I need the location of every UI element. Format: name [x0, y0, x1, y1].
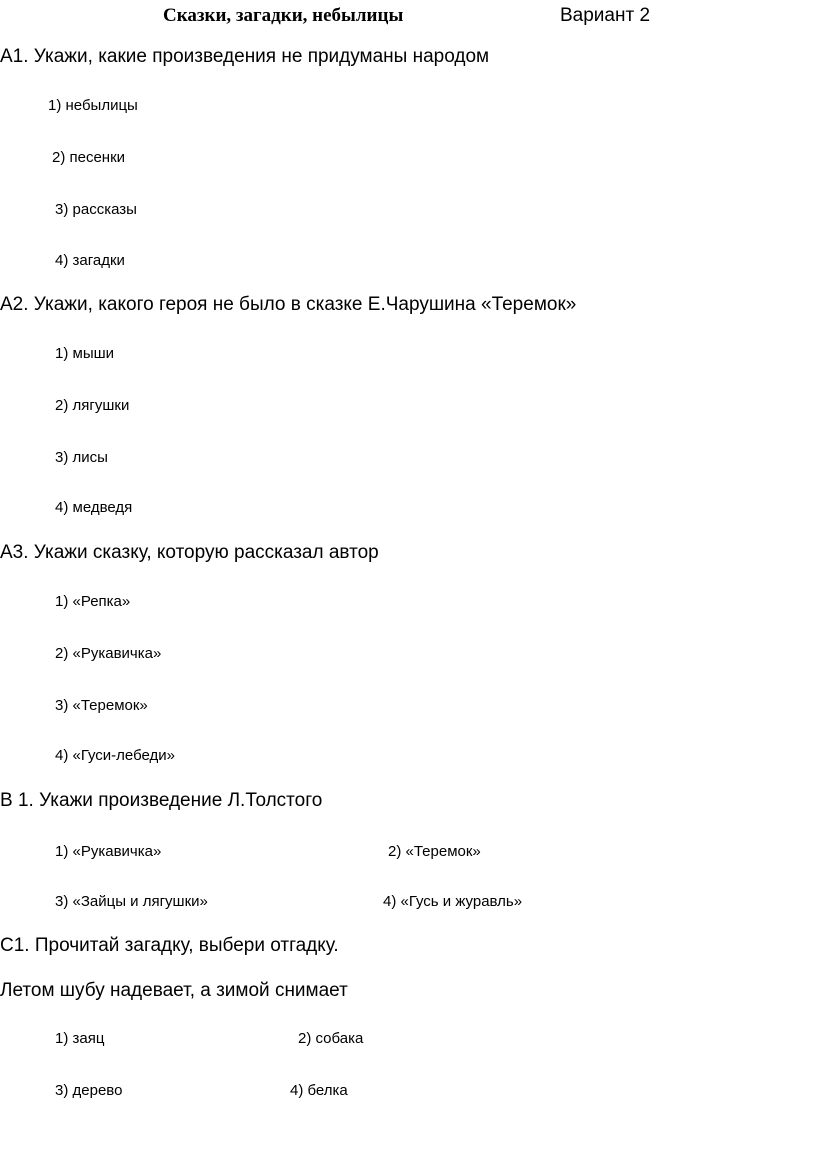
riddle-text: Летом шубу надевает, а зимой снимает [0, 980, 348, 1001]
option-a1-2: 2) песенки [52, 149, 126, 166]
option-a3-2: 2) «Рукавичка» [55, 645, 162, 662]
option-a1-1: 1) небылицы [48, 97, 138, 114]
option-b1-4: 4) «Гусь и журавль» [383, 893, 523, 910]
option-a2-4: 4) медведя [55, 499, 133, 516]
option-a2-2: 2) лягушки [55, 397, 130, 414]
document-title: Сказки, загадки, небылицы [163, 5, 404, 26]
option-a2-1: 1) мыши [55, 345, 115, 362]
option-c1-2: 2) собака [298, 1030, 364, 1047]
question-b1: В 1. Укажи произведение Л.Толстого [0, 790, 323, 811]
option-c1-3: 3) дерево [55, 1082, 123, 1099]
option-a1-4: 4) загадки [55, 252, 125, 269]
question-a1: А1. Укажи, какие произведения не придуманы народом [0, 46, 490, 67]
option-a3-3: 3) «Теремок» [55, 697, 148, 714]
option-b1-2: 2) «Теремок» [388, 843, 481, 860]
option-b1-1: 1) «Рукавичка» [55, 843, 162, 860]
option-b1-3: 3) «Зайцы и лягушки» [55, 893, 208, 910]
option-c1-1: 1) заяц [55, 1030, 105, 1047]
question-a3: А3. Укажи сказку, которую рассказал автор [0, 542, 379, 563]
option-c1-4: 4) белка [290, 1082, 348, 1099]
option-a1-3: 3) рассказы [55, 201, 137, 218]
variant-label: Вариант 2 [560, 5, 651, 26]
option-a3-4: 4) «Гуси-лебеди» [55, 747, 176, 764]
question-c1: С1. Прочитай загадку, выбери отгадку. [0, 935, 339, 956]
option-a2-3: 3) лисы [55, 449, 108, 466]
question-a2: А2. Укажи, какого героя не было в сказке Е.Чарушина «Теремок» [0, 294, 577, 315]
option-a3-1: 1) «Репка» [55, 593, 131, 610]
